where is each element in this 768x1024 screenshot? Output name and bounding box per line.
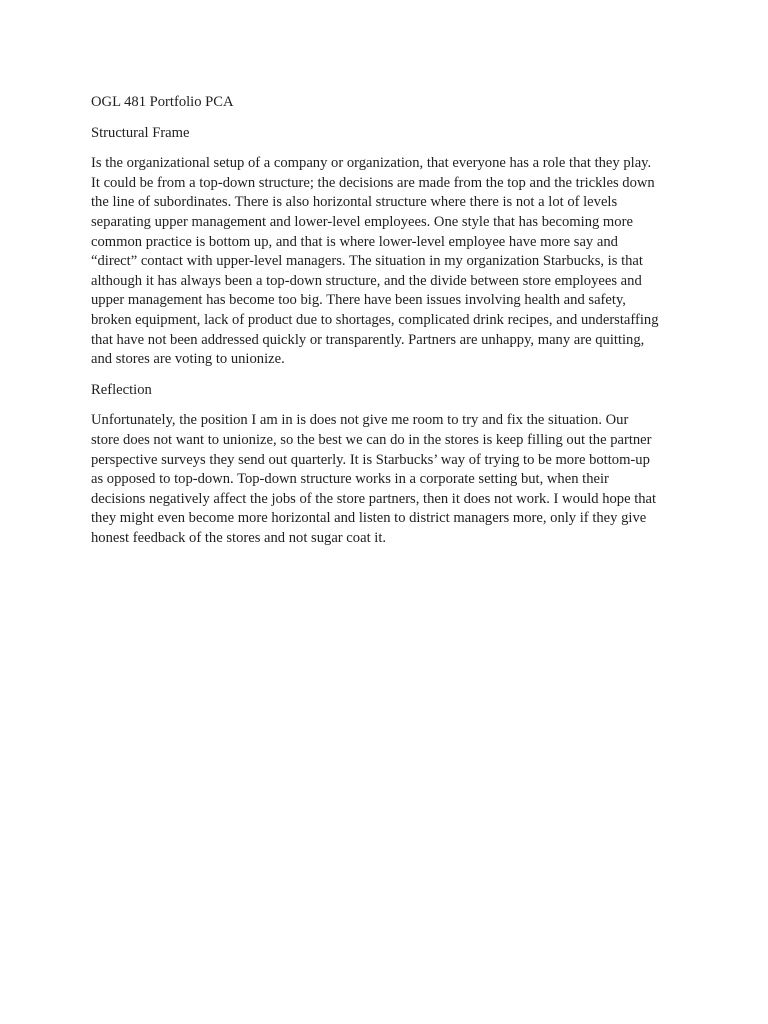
text-line: common practice is bottom up, and that is where lower-level employee have more say and [91, 233, 618, 250]
text-line: Unfortunately, the position I am in is does not give me room to try and fix the situation. Our [91, 412, 629, 429]
document-title: OGL 481 Portfolio PCA [91, 94, 234, 110]
text-line: although it has always been a top-down structure, and the divide between store employees and [91, 272, 642, 289]
text-line: that have not been addressed quickly or transparently. Partners are unhappy, many are quitting, [91, 331, 645, 348]
text-line: they might even become more horizontal and listen to district managers more, only if they give [91, 510, 647, 527]
text-line: store does not want to unionize, so the best we can do in the stores is keep filling out the partner [91, 431, 652, 448]
section-heading-structural-frame: Structural Frame [91, 124, 190, 141]
document-body [91, 93, 691, 559]
section-heading-reflection: Reflection [91, 381, 152, 398]
text-line: and stores are voting to unionize. [91, 351, 285, 368]
text-line: “direct” contact with upper-level managers. The situation in my organization Starbucks, is that [91, 253, 643, 270]
text-line: Is the organizational setup of a company or organization, that everyone has a role that they play. [91, 155, 652, 172]
text-line: perspective surveys they send out quarterly. It is Starbucks’ way of trying to be more bottom-up [91, 451, 650, 468]
text-line: It could be from a top-down structure; the decisions are made from the top and the trickles down [91, 174, 655, 191]
paragraph-structural-frame [91, 154, 691, 370]
text-line: upper management has become too big. There have been issues involving health and safety, [91, 292, 626, 309]
text-line: the line of subordinates. There is also horizontal structure where there is not a lot of levels [91, 194, 618, 211]
text-line: honest feedback of the stores and not sugar coat it. [91, 529, 387, 546]
paragraph-reflection [91, 411, 691, 548]
text-line: as opposed to top-down. Top-down structure works in a corporate setting but, when their [91, 471, 609, 488]
text-line: decisions negatively affect the jobs of the store partners, then it does not work. I would hope that [91, 490, 657, 507]
text-line: broken equipment, lack of product due to shortages, complicated drink recipes, and understaffing [91, 311, 659, 328]
text-line: separating upper management and lower-level employees. One style that has becoming more [91, 213, 633, 230]
